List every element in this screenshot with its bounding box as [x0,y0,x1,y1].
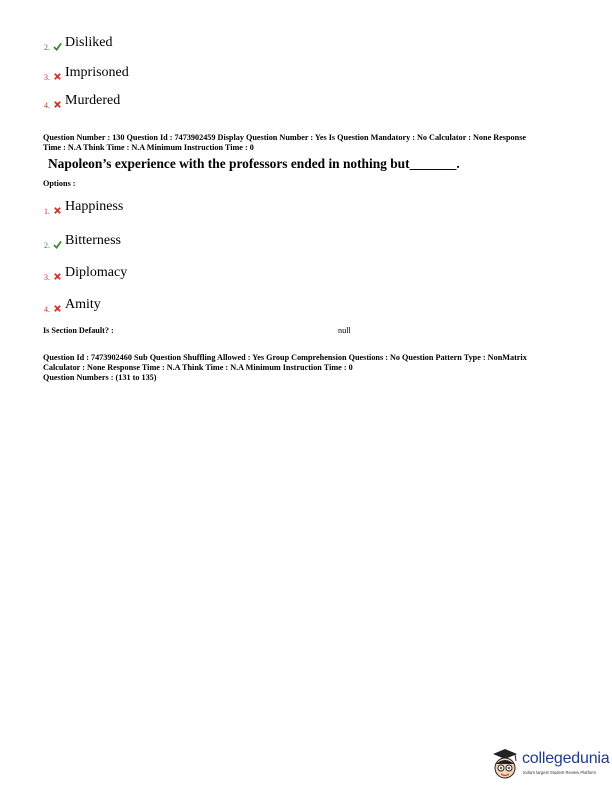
check-icon [53,42,62,51]
check-icon [53,240,62,249]
logo-tagline: India's largest Student Review Platform [523,770,596,775]
option-number: 3. [44,73,50,82]
option-text: Amity [65,297,101,312]
option-text: Bitterness [65,233,121,248]
option-text: Murdered [65,93,121,108]
group-meta-line: Question Id : 7473902460 Sub Question Shuffling Allowed : Yes Group Comprehension Questions : No Question Pattern Type : NonMatrix [43,353,527,362]
option-number: 2. [44,43,50,52]
group-meta-line: Calculator : None Response Time : N.A Think Time : N.A Minimum Instruction Time : 0 [43,363,353,372]
cross-icon [53,304,62,313]
cross-icon [53,206,62,215]
option-number: 4. [44,101,50,110]
question-meta-line: Question Number : 130 Question Id : 7473902459 Display Question Number : Yes Is Question Mandatory : No Calculator : None Response [43,133,527,142]
group-meta-line: Question Numbers : (131 to 135) [43,373,157,382]
option-number: 3. [44,273,50,282]
question-text: Napoleon’s experience with the professors ended in nothing but_______. [48,156,460,171]
question-meta [43,133,526,153]
section-default-label: Is Section Default? : [43,326,114,335]
option-text: Imprisoned [65,65,129,80]
logo-name: collegedunia [522,750,610,767]
option-number: 2. [44,241,50,250]
question-meta-line: Time : N.A Think Time : N.A Minimum Instruction Time : 0 [43,143,254,152]
options-label: Options : [43,179,76,188]
option-text: Diplomacy [65,265,128,280]
option-text: Happiness [65,199,124,214]
collegedunia-logo [490,746,608,786]
cross-icon [53,272,62,281]
option-number: 4. [44,305,50,314]
section-default-value: null [338,326,351,335]
option-number: 1. [44,207,50,216]
mascot-icon [490,746,520,784]
option-text: Disliked [65,35,113,50]
cross-icon [53,100,62,109]
cross-icon [53,72,62,81]
group-meta [43,353,527,383]
